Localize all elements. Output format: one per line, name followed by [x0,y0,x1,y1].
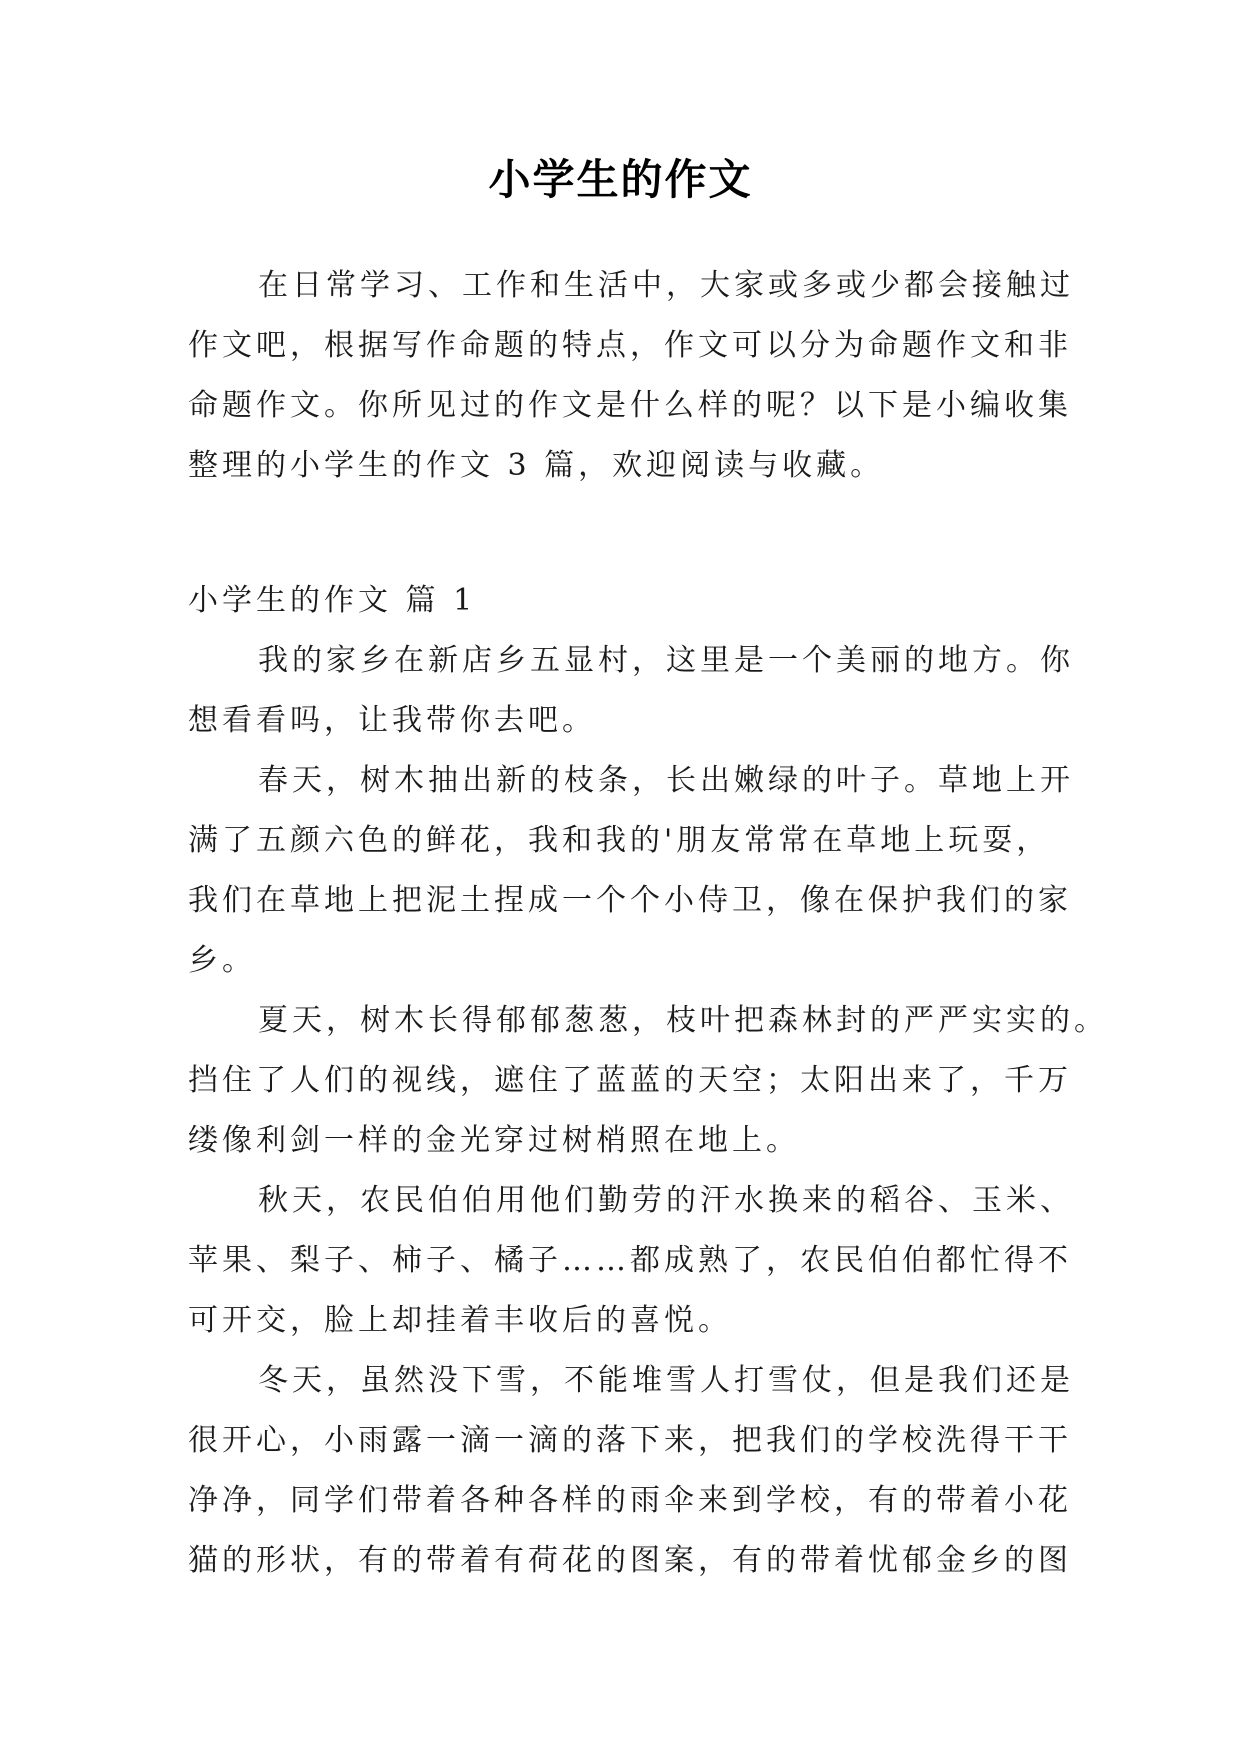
body-line: 夏天，树木长得郁郁葱葱，枝叶把森林封的严严实实的。 [258,1003,1108,1038]
intro-line: 整理的小学生的作文 3 篇，欢迎阅读与收藏。 [188,448,885,483]
intro-line: 命题作文。你所见过的作文是什么样的呢？以下是小编收集 [188,388,1072,423]
intro-line: 在日常学习、工作和生活中，大家或多或少都会接触过 [258,268,1074,303]
body-line: 很开心，小雨露一滴一滴的落下来，把我们的学校洗得干干 [188,1423,1072,1458]
body-line: 挡住了人们的视线，遮住了蓝蓝的天空；太阳出来了，千万 [188,1063,1072,1098]
section-heading: 小学生的作文 篇 1 [188,583,477,618]
intro-line: 作文吧，根据写作命题的特点，作文可以分为命题作文和非 [188,328,1072,363]
body-line: 猫的形状，有的带着有荷花的图案，有的带着忧郁金乡的图 [188,1543,1072,1578]
body-line: 乡。 [188,943,256,978]
body-line: 我的家乡在新店乡五显村，这里是一个美丽的地方。你 [258,643,1074,678]
document-title: 小学生的作文 [488,155,753,204]
body-line: 秋天，农民伯伯用他们勤劳的汗水换来的稻谷、玉米、 [258,1183,1074,1218]
body-line: 我们在草地上把泥土捏成一个个小侍卫，像在保护我们的家 [188,883,1072,918]
body-line: 想看看吗，让我带你去吧。 [188,703,596,738]
body-line: 苹果、梨子、柿子、橘子……都成熟了，农民伯伯都忙得不 [188,1243,1072,1278]
body-line: 净净，同学们带着各种各样的雨伞来到学校，有的带着小花 [188,1483,1072,1518]
body-line: 冬天，虽然没下雪，不能堆雪人打雪仗，但是我们还是 [258,1363,1074,1398]
body-line: 春天，树木抽出新的枝条，长出嫩绿的叶子。草地上开 [258,763,1074,798]
body-line: 可开交，脸上却挂着丰收后的喜悦。 [188,1303,732,1338]
body-line: 满了五颜六色的鲜花，我和我的'朋友常常在草地上玩耍， [188,823,1051,858]
body-line: 缕像利剑一样的金光穿过树梢照在地上。 [188,1123,800,1158]
